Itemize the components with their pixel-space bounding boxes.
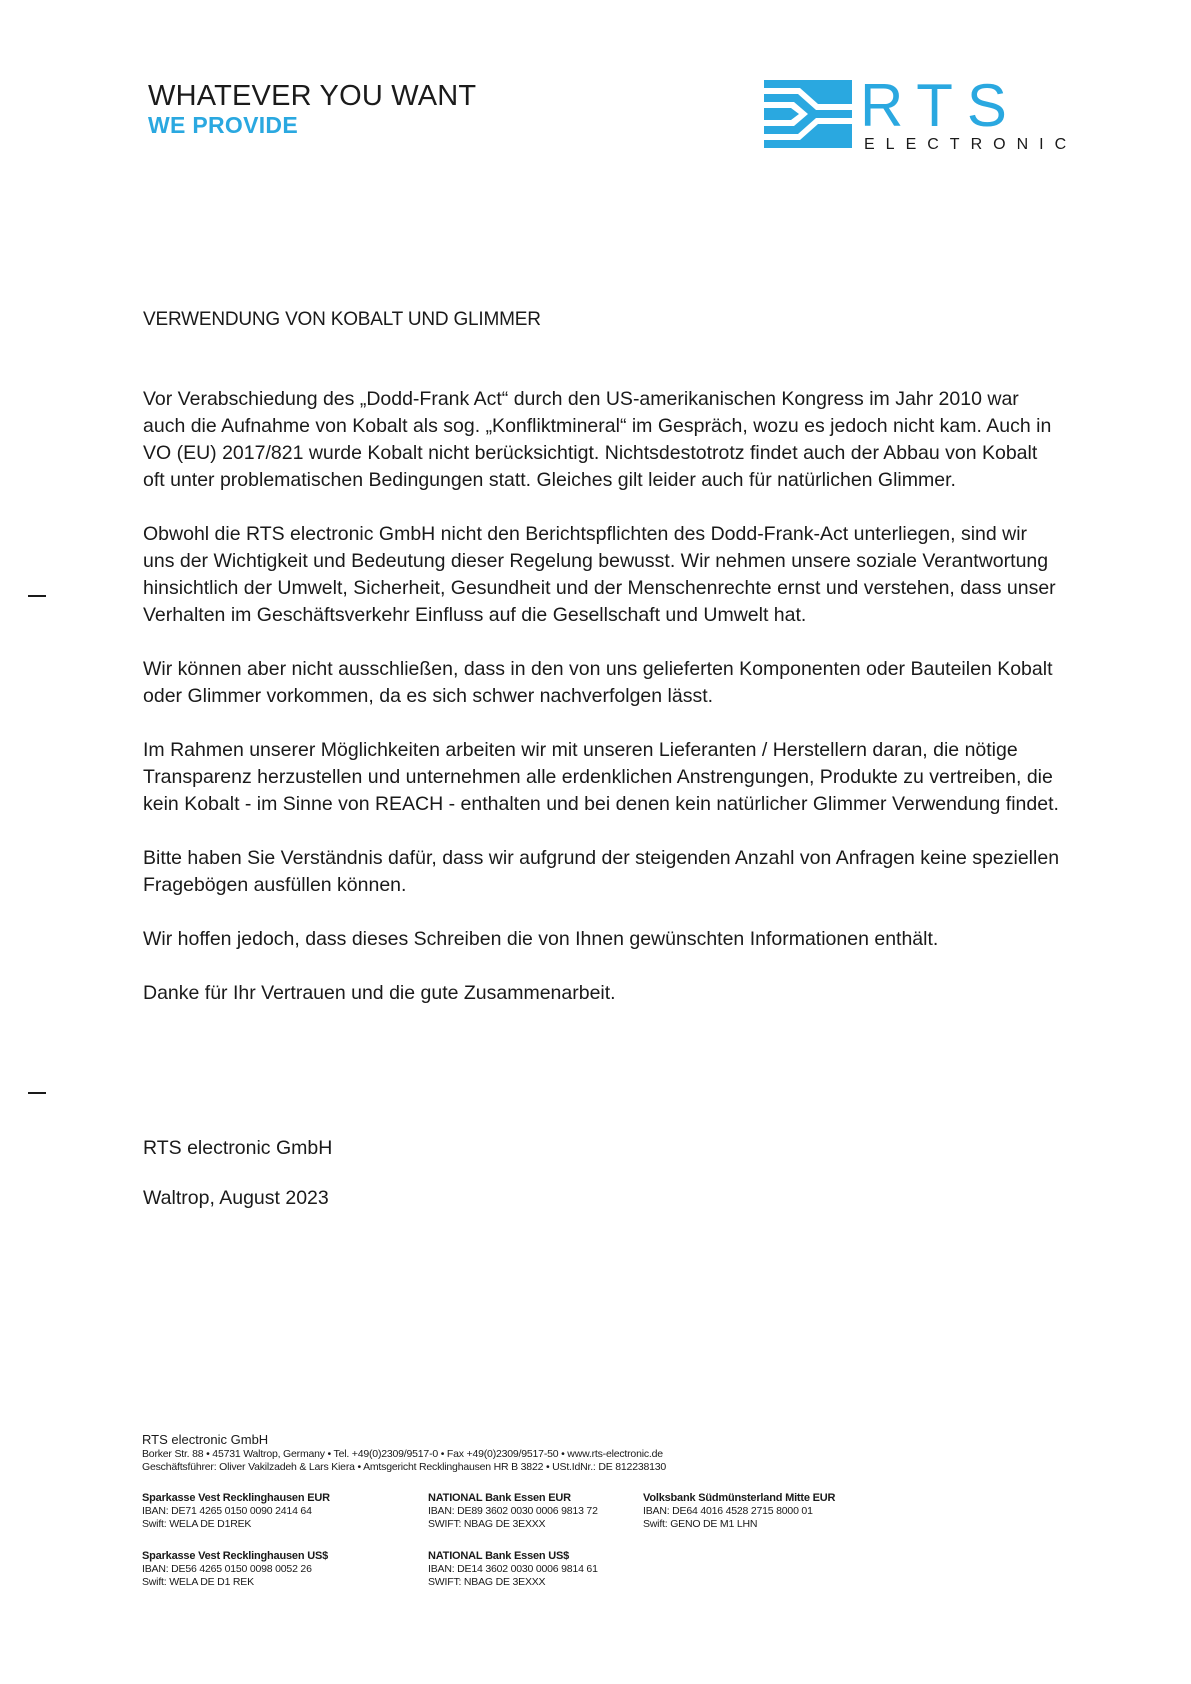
bank-swift: Swift: WELA DE D1REK (142, 1518, 252, 1530)
letter-footer (142, 1432, 1102, 1588)
bank-account (428, 1492, 598, 1531)
fold-mark-top (28, 595, 46, 597)
bank-name: Sparkasse Vest Recklinghausen US$ (142, 1550, 328, 1562)
bank-name: NATIONAL Bank Essen EUR (428, 1492, 571, 1504)
paragraph: Obwohl die RTS electronic GmbH nicht den Berichtspflichten des Dodd-Frank-Act unterliegen, sind wir uns der Wichtigkeit und Bedeutung dieser Regelung bewusst. Wir nehmen unsere soziale Verantwortung hinsichtlich der Umwelt, Sicherheit, Gesundheit und der Menschenrechte ernst und verstehen, dass unser Verhalten im Geschäftsverkehr Einfluss auf die Gesellschaft und Umwelt hat. (143, 523, 1056, 626)
bank-account (428, 1550, 598, 1589)
rts-electronic-logo (764, 80, 1094, 152)
slogan-line-2: WE PROVIDE (148, 112, 298, 138)
paragraph: Bitte haben Sie Verständnis dafür, dass wir aufgrund der steigenden Anzahl von Anfragen keine speziellen Fragebögen ausfüllen können. (143, 847, 1060, 896)
footer-management: Geschäftsführer: Oliver Vakilzadeh & Lars Kiera • Amtsgericht Recklinghausen HR B 3822 • USt.IdNr.: DE 812238130 (142, 1461, 667, 1473)
bank-swift: Swift: GENO DE M1 LHN (643, 1518, 758, 1530)
bank-name: Volksbank Südmünsterland Mitte EUR (643, 1492, 836, 1504)
company-slogan (148, 80, 476, 138)
footer-address: Borker Str. 88 • 45731 Waltrop, Germany • Tel. +49(0)2309/9517-0 • Fax +49(0)2309/9517-50 • www.rts-electronic.de (142, 1448, 663, 1460)
bank-iban: IBAN: DE56 4265 0150 0098 0052 26 (142, 1563, 312, 1575)
slogan-line-1: WHATEVER YOU WANT (148, 80, 477, 112)
letter-body (143, 386, 1063, 1034)
bank-account (643, 1492, 835, 1531)
bank-swift: Swift: WELA DE D1 REK (142, 1576, 254, 1588)
signature-company: RTS electronic GmbH (143, 1137, 333, 1159)
bank-name: Sparkasse Vest Recklinghausen EUR (142, 1492, 330, 1504)
bank-iban: IBAN: DE71 4265 0150 0090 2414 64 (142, 1505, 312, 1517)
bank-account (142, 1492, 330, 1531)
paragraph: Danke für Ihr Vertrauen und die gute Zusammenarbeit. (143, 982, 616, 1004)
bank-account (142, 1550, 328, 1589)
logo-icon (764, 80, 852, 148)
bank-swift: SWIFT: NBAG DE 3EXXX (428, 1518, 546, 1530)
bank-iban: IBAN: DE14 3602 0030 0006 9814 61 (428, 1563, 598, 1575)
paragraph: Wir können aber nicht ausschließen, dass in den von uns gelieferten Komponenten oder Bauteilen Kobalt oder Glimmer vorkommen, da es sich schwer nachverfolgen lässt. (143, 658, 1053, 707)
bank-iban: IBAN: DE89 3602 0030 0006 9813 72 (428, 1505, 598, 1517)
footer-company: RTS electronic GmbH (142, 1432, 269, 1447)
paragraph: Vor Verabschiedung des „Dodd-Frank Act“ durch den US-amerikanischen Kongress im Jahr 2010 war auch die Aufnahme von Kobalt als sog. „Konfliktmineral“ im Gespräch, wozu es jedoch nicht kam. Auch in VO (EU) 2017/821 wurde Kobalt nicht berücksichtigt. Nichtsdestotrotz findet auch der Abbau von Kobalt oft unter problematischen Bedingungen statt. Gleiches gilt leider auch für natürlichen Glimmer. (143, 388, 1052, 491)
fold-mark-bottom (28, 1092, 46, 1094)
signature-place-date: Waltrop, August 2023 (143, 1187, 329, 1209)
bank-iban: IBAN: DE64 4016 4528 2715 8000 01 (643, 1505, 813, 1517)
logo-subtext: ELECTRONIC (864, 136, 1078, 152)
paragraph: Wir hoffen jedoch, dass dieses Schreiben die von Ihnen gewünschten Informationen enthält. (143, 928, 939, 950)
letter-subject: VERWENDUNG VON KOBALT UND GLIMMER (143, 309, 541, 330)
bank-swift: SWIFT: NBAG DE 3EXXX (428, 1576, 546, 1588)
bank-name: NATIONAL Bank Essen US$ (428, 1550, 570, 1562)
paragraph: Im Rahmen unserer Möglichkeiten arbeiten wir mit unseren Lieferanten / Herstellern daran, die nötige Transparenz herzustellen und unternehmen alle erdenklichen Anstrengungen, Produkte zu vertreiben, die kein Kobalt - im Sinne von REACH - enthalten und bei denen kein natürlicher Glimmer Verwendung findet. (143, 739, 1059, 815)
logo-wordmark: RTS (860, 80, 1021, 139)
